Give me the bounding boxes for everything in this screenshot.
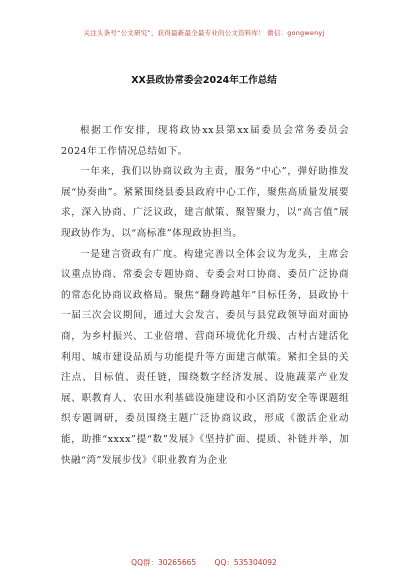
footer-qq: QQ：535304092 [214,558,277,567]
document-body [61,121,349,471]
paragraph-point-one: 一是建言资政有广度。构建完善以全体会议为龙头，主席会议重点协商、常委会专题协商、专委会对口协商、委员广泛协商的常态化协商议政格局。聚焦“翻身跨越年”目标任务，县政协十一届三次会议期间，通过大会发言、委员与县党政领导面对面协商，为乡村振兴、工业倍增、营商环境优化升级、古村古建活化利用、城市建设品质与功能提升等方面建言献策。紧扣全县的关注点、目标值、责任链，围绕数字经济发展、设施蔬菜产业发展、职教育人、农田水利基础设施建设和小区消防安全等课题组织专题调研，委员围绕主题广泛协商议政，形成《激活企业动能，助推“xxxx”提“数”发展》《坚持扩面、提质、补链并举，加快融“湾”发展步伐》《职业教育为企业 [61,248,349,466]
paragraph-overview: 一年来，我们以协商议政为主责，服务“中心”，弹好助推发展“协奏曲”。紧紧围绕县委县政府中心工作，聚焦高质量发展要求，深入协商、广泛议政，建言献策、聚智聚力，以“高言值”展现政协作为、以“高标准”体现政协担当。 [61,166,349,239]
footer-contacts [0,557,408,568]
document-title: XX县政协常委会2024年工作总结 [131,75,277,86]
footer-qq-group: QQ群：30265665 [131,558,197,567]
header-promo-note: 关注头条号“公文研究”，获得最新最全最专业的公文资料库！ 微信：gongwenyj [83,29,325,37]
paragraph-intro: 根据工作安排，现将政协xx县第xx届委员会常务委员会2024年工作情况总结如下。 [61,125,349,157]
